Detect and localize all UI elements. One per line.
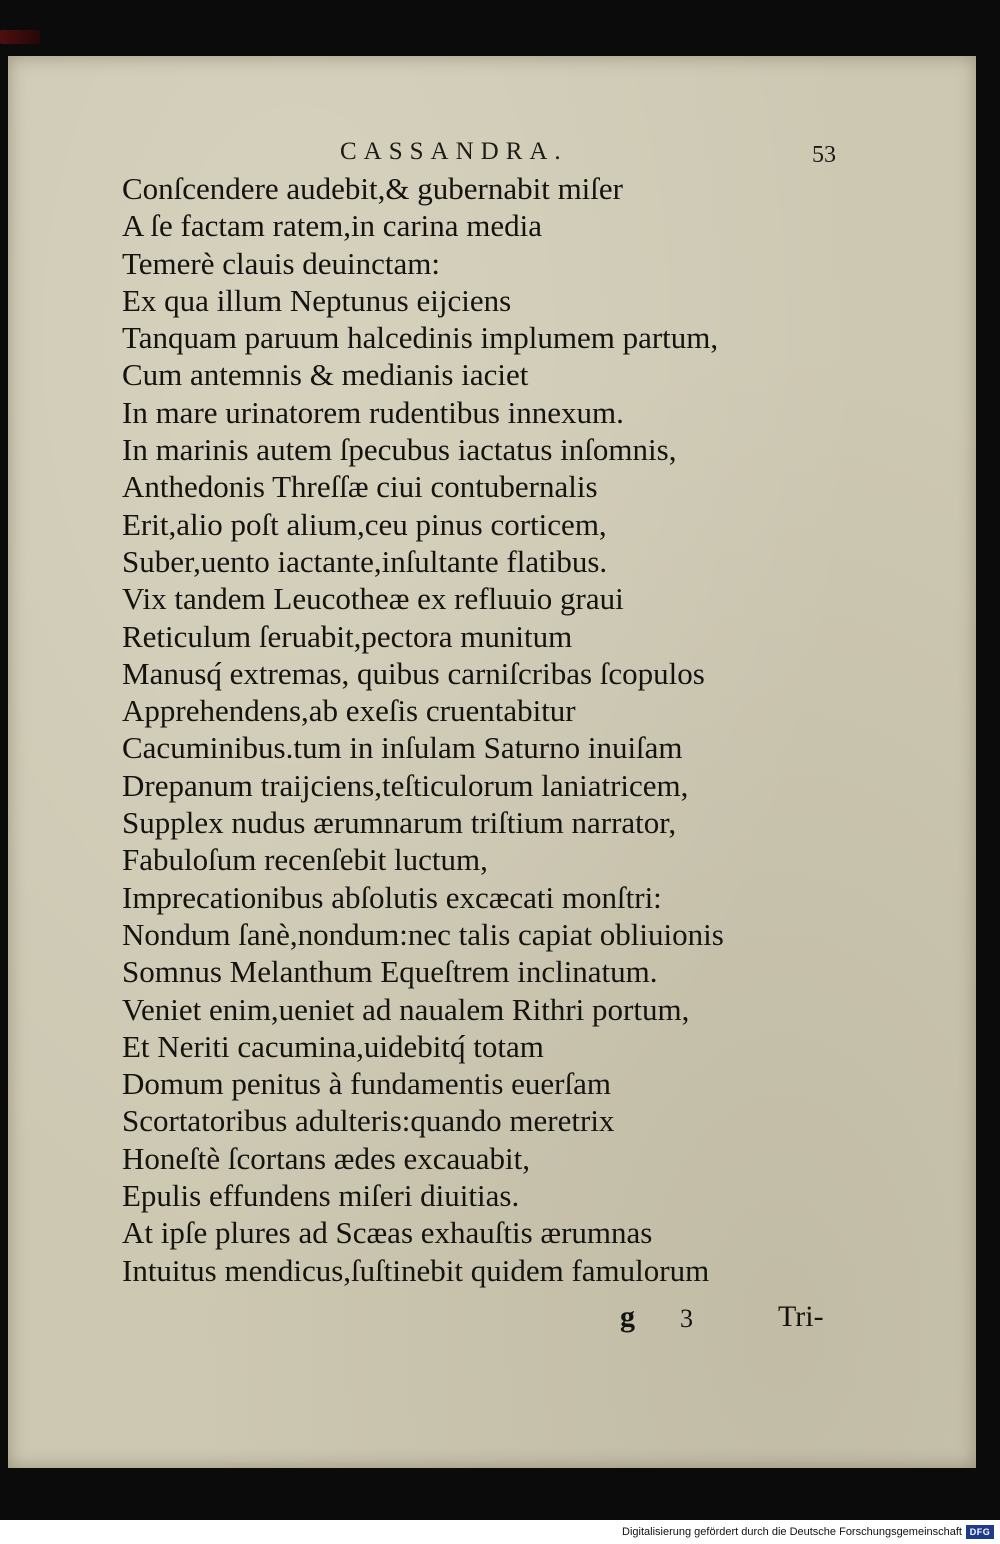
text-line: Somnus Melanthum Equeſtrem inclinatum.	[122, 954, 658, 990]
text-line: Conſcendere audebit,& gubernabit miſer	[122, 171, 623, 206]
text-line: In marinis autem ſpecubus iactatus inſomnis,	[122, 432, 677, 468]
text-line: Veniet enim,ueniet ad naualem Rithri portum,	[122, 991, 690, 1027]
text-line: Reticulum ſeruabit,pectora munitum	[122, 618, 573, 654]
text-line: Intuitus mendicus,ſuſtinebit quidem famulorum	[122, 1252, 710, 1288]
text-line: Cacuminibus.tum in inſulam Saturno inuiſam	[122, 730, 683, 766]
dfg-logo: DFG	[966, 1525, 994, 1539]
text-line: Temerè clauis deuinctam:	[122, 245, 441, 281]
verse-text	[122, 170, 852, 1289]
catchword: Tri-	[778, 1300, 824, 1333]
text-line: Drepanum traijciens,teſticulorum laniatricem,	[122, 767, 689, 803]
text-line: Manusq́ extremas, quibus carniſcribas ſcopulos	[122, 655, 705, 691]
signature-mark: g	[620, 1300, 635, 1333]
running-head: CASSANDRA.	[340, 138, 568, 165]
text-line: Erit,alio poſt alium,ceu pinus corticem,	[122, 506, 607, 542]
text-line: Domum penitus à fundamentis euerſam	[122, 1066, 611, 1102]
text-line: Anthedonis Threſſæ ciui contubernalis	[122, 469, 598, 505]
text-line: Honeſtè ſcortans ædes excauabit,	[122, 1140, 531, 1176]
text-line: Vix tandem Leucotheæ ex refluuio graui	[122, 581, 624, 617]
digitization-credit: Digitalisierung gefördert durch die Deutsche Forschungsgemeinschaft	[622, 1526, 962, 1538]
text-line: Et Neriti cacumina,uidebitq́ totam	[122, 1028, 544, 1064]
text-line: Supplex nudus ærumnarum triſtium narrator,	[122, 805, 677, 841]
text-line: Scortatoribus adulteris:quando meretrix	[122, 1103, 615, 1139]
page-number: 53	[812, 142, 836, 168]
text-line: At ipſe plures ad Scæas exhauſtis ærumnas	[122, 1215, 653, 1251]
text-line: Tanquam paruum halcedinis implumem partum,	[122, 320, 719, 356]
text-line: Imprecationibus abſolutis excæcati monſtri:	[122, 879, 662, 915]
text-line: Cum antemnis & medianis iaciet	[122, 357, 529, 393]
signature-number: 3	[680, 1304, 693, 1333]
text-line: Fabuloſum recenſebit luctum,	[122, 842, 488, 878]
text-line: Nondum ſanè,nondum:nec talis capiat obliuionis	[122, 916, 724, 952]
text-line: In mare urinatorem rudentibus innexum.	[122, 394, 624, 430]
text-line: A ſe factam ratem,in carina media	[122, 208, 543, 244]
text-line: Ex qua illum Neptunus eijciens	[122, 282, 512, 318]
text-line: Suber,uento iactante,inſultante flatibus.	[122, 543, 608, 579]
binding-mark	[0, 30, 40, 44]
text-line: Apprehendens,ab exeſis cruentabitur	[122, 693, 576, 729]
text-line: Epulis effundens miſeri diuitias.	[122, 1178, 520, 1214]
